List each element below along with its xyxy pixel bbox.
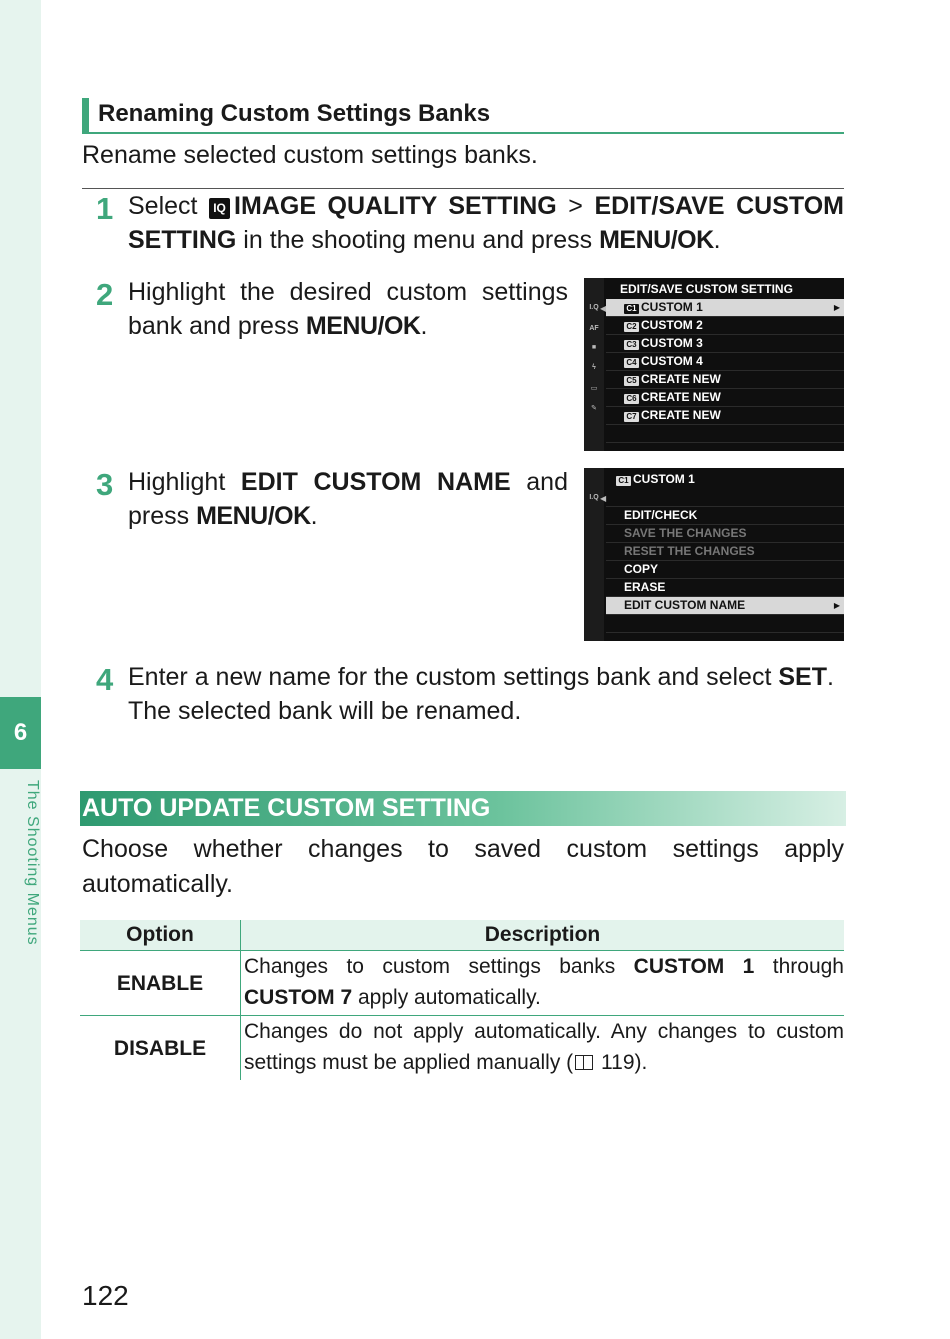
step-1-key: MENU/OK	[599, 226, 714, 254]
step-1-item: EDIT/SAVE CUSTOM SETTING	[128, 192, 844, 254]
movie-tab-icon: ▭	[590, 385, 598, 392]
iq-tab-icon: I.Q	[589, 304, 599, 311]
table-row	[80, 1016, 844, 1081]
desc-text: Changes do not apply automatically. Any changes to custom settings must be applied manually (	[244, 1020, 844, 1074]
step-4-number: 4	[96, 662, 114, 697]
option-label: COPY	[624, 562, 659, 576]
step-3-number: 3	[96, 467, 114, 502]
section-heading	[80, 791, 846, 826]
camera-screen-edit-save	[584, 278, 844, 451]
section-intro: Choose whether changes to saved custom settings apply automatically.	[82, 835, 844, 898]
book-reference-icon	[575, 1055, 593, 1070]
step-3-item: EDIT CUSTOM NAME	[240, 468, 511, 496]
screen-title-text: CUSTOM 1	[633, 472, 695, 486]
bank-chip: C1	[624, 304, 639, 314]
chevron-right-icon: ▶	[833, 601, 840, 610]
image-quality-icon: IQ	[209, 198, 230, 219]
step-4-text	[128, 660, 844, 728]
bank-label: CREATE NEW	[641, 408, 721, 422]
description-cell	[241, 1016, 845, 1081]
bank-chip: C3	[624, 340, 639, 350]
subsection-heading	[82, 98, 844, 134]
empty-row	[606, 425, 844, 443]
step-4-end: .	[827, 663, 834, 691]
option-row	[606, 543, 844, 561]
option-cell: ENABLE	[80, 951, 241, 1016]
screen-title	[616, 472, 695, 486]
step-3-text	[128, 465, 568, 533]
iq-tab-icon: I.Q	[589, 494, 599, 501]
side-strip	[0, 0, 41, 1339]
screen-title: EDIT/SAVE CUSTOM SETTING	[620, 282, 793, 296]
step-3-mid: and press	[128, 468, 568, 530]
step-1-select-word: Select	[128, 192, 198, 220]
step-1-text	[128, 189, 844, 257]
step-1-tail: in the shooting menu and press	[243, 226, 593, 254]
step-4-body: Enter a new name for the custom settings bank and select	[128, 663, 772, 691]
empty-row	[606, 615, 844, 633]
page-reference[interactable]: 119	[601, 1051, 635, 1074]
option-label: EDIT/CHECK	[624, 508, 698, 522]
step-2-number: 2	[96, 277, 114, 312]
af-mf-tab-icon: AF	[589, 325, 599, 332]
step-1-separator: >	[568, 192, 583, 220]
option-row[interactable]	[606, 597, 844, 615]
flash-tab-icon: ϟ	[592, 364, 596, 371]
subsection-heading-text: Renaming Custom Settings Banks	[98, 100, 491, 127]
bank-row[interactable]	[606, 353, 844, 371]
bank-row[interactable]	[606, 371, 844, 389]
step-1-end: .	[713, 226, 721, 254]
option-cell: DISABLE	[80, 1016, 241, 1081]
option-row[interactable]	[606, 561, 844, 579]
heading-accent-bar	[82, 98, 89, 132]
page-number: 122	[82, 1280, 129, 1311]
option-label: RESET THE CHANGES	[624, 544, 755, 558]
bank-row[interactable]	[606, 299, 844, 317]
desc-bold: CUSTOM 7	[244, 986, 353, 1009]
step-3-pre: Highlight	[128, 468, 226, 496]
camera-tab-icon: ■	[591, 344, 597, 351]
bank-row[interactable]	[606, 317, 844, 335]
custom-bank-options	[606, 489, 844, 633]
chapter-tab	[0, 697, 41, 769]
bank-row[interactable]	[606, 389, 844, 407]
step-3-end: .	[310, 502, 318, 530]
option-row[interactable]	[606, 579, 844, 597]
bank-label: CREATE NEW	[641, 372, 721, 386]
step-1-menu: IMAGE QUALITY SETTING	[234, 192, 557, 220]
step-2-text	[128, 275, 568, 343]
bank-chip: C5	[624, 376, 639, 386]
table-row	[80, 951, 844, 1016]
chevron-right-icon: ▶	[833, 303, 840, 312]
option-label: EDIT CUSTOM NAME	[624, 598, 746, 612]
bank-row[interactable]	[606, 407, 844, 425]
bank-row[interactable]	[606, 335, 844, 353]
subsection-intro: Rename selected custom settings banks.	[82, 141, 538, 169]
chapter-label: The Shooting Menus	[24, 780, 41, 946]
table-header-row	[80, 920, 844, 951]
bank-label: CUSTOM 2	[641, 318, 703, 332]
section-heading-text: AUTO UPDATE CUSTOM SETTING	[82, 794, 491, 822]
bank-label: CUSTOM 3	[641, 336, 703, 350]
step-3-key: MENU/OK	[196, 502, 311, 530]
column-header-option: Option	[80, 920, 241, 951]
bank-label: CUSTOM 1	[641, 300, 703, 314]
step-2-end: .	[420, 312, 428, 340]
bank-label: CUSTOM 4	[641, 354, 703, 368]
desc-text: apply automatically.	[357, 986, 541, 1009]
back-arrow-icon: ◀	[600, 304, 607, 313]
bank-chip: C7	[624, 412, 639, 422]
step-2-key: MENU/OK	[305, 312, 421, 340]
option-label: ERASE	[624, 580, 666, 594]
bank-label: CREATE NEW	[641, 390, 721, 404]
chapter-number: 6	[13, 719, 28, 746]
bank-chip: C6	[624, 394, 639, 404]
desc-text: through	[772, 955, 844, 978]
column-header-description: Description	[241, 920, 845, 951]
wrench-tab-icon: ✎	[591, 405, 597, 412]
options-table	[80, 920, 844, 1080]
empty-row	[606, 489, 844, 507]
back-arrow-icon: ◀	[600, 494, 607, 503]
bank-chip: C1	[616, 476, 631, 486]
description-cell	[241, 951, 845, 1016]
option-label: SAVE THE CHANGES	[624, 526, 747, 540]
desc-text: ).	[634, 1051, 648, 1074]
desc-text: Changes to custom settings banks	[244, 955, 616, 978]
option-row	[606, 525, 844, 543]
option-row[interactable]	[606, 507, 844, 525]
bank-list	[606, 299, 844, 443]
step-1-number: 1	[96, 191, 114, 226]
desc-bold: CUSTOM 1	[633, 955, 755, 978]
camera-screen-custom-1	[584, 468, 844, 641]
step-4-result: The selected bank will be renamed.	[128, 697, 522, 725]
bank-chip: C4	[624, 358, 639, 368]
step-4-item: SET	[778, 663, 827, 691]
step-2-body: Highlight the desired custom settings bank and press	[128, 278, 568, 340]
bank-chip: C2	[624, 322, 639, 332]
